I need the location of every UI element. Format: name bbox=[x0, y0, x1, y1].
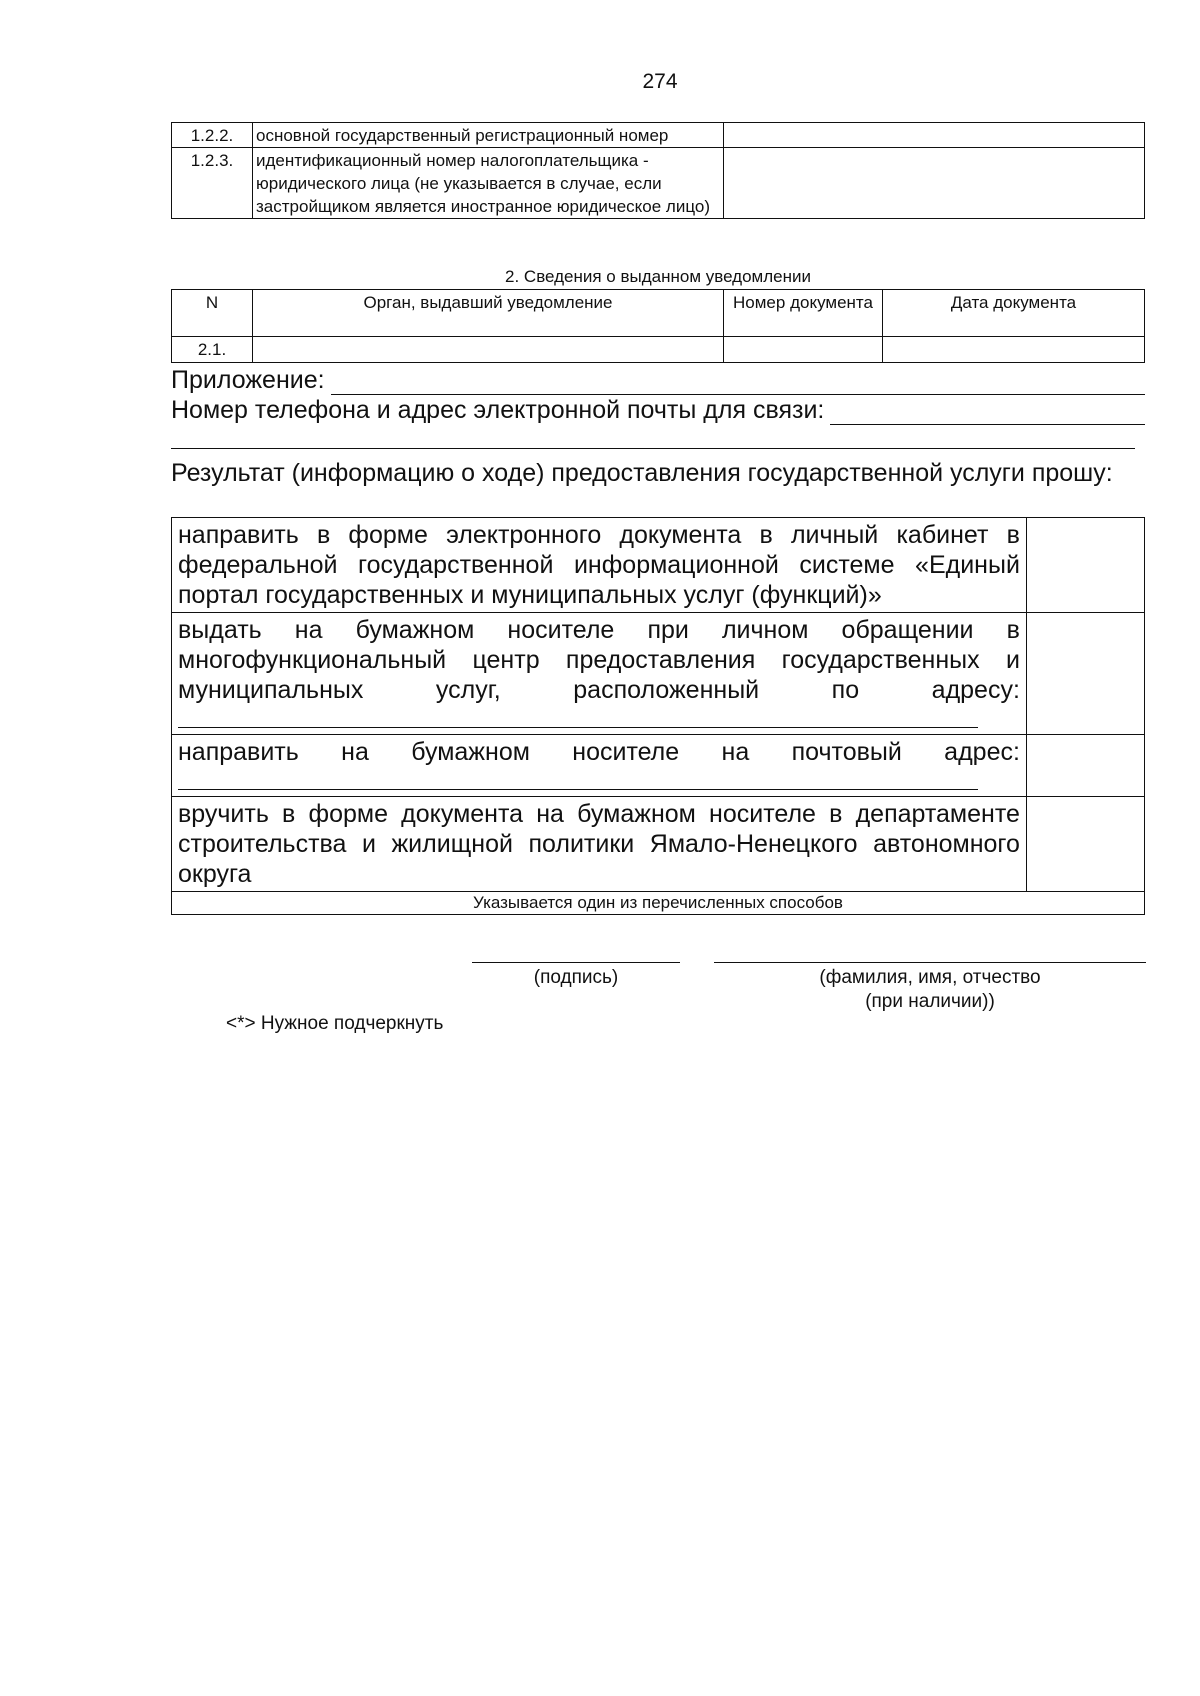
contact-line bbox=[171, 395, 1145, 425]
row-number: 1.2.3. bbox=[172, 148, 253, 219]
option-note: Указывается один из перечисленных способов bbox=[172, 892, 1145, 915]
option-cell bbox=[172, 613, 1027, 735]
option-row bbox=[172, 735, 1145, 797]
column-header: N bbox=[172, 290, 253, 337]
option-cell bbox=[172, 735, 1027, 797]
table-row bbox=[172, 148, 1145, 219]
mfc-address-field[interactable] bbox=[178, 705, 978, 728]
full-name-caption-line1: (фамилия, имя, отчество bbox=[819, 967, 1041, 988]
option-checkbox[interactable] bbox=[1026, 735, 1144, 797]
option-text: вручить в форме документа на бумажном носителе в департаменте строительства и жилищной политики Ямало-Ненецкого автономного округа bbox=[172, 797, 1027, 892]
page-number: 274 bbox=[642, 70, 678, 93]
footnote: <*> Нужное подчеркнуть bbox=[226, 1013, 444, 1034]
result-intro: Результат (информацию о ходе) предоставления государственной услуги прошу: bbox=[171, 459, 1113, 487]
option-note-row bbox=[172, 892, 1145, 915]
option-text: направить на бумажном носителе на почтовый адрес: bbox=[178, 738, 1020, 766]
contact-label: Номер телефона и адрес электронной почты для связи: bbox=[171, 396, 825, 424]
option-checkbox[interactable] bbox=[1026, 613, 1144, 735]
option-row bbox=[172, 518, 1145, 613]
organization-details-table bbox=[171, 122, 1145, 219]
option-row bbox=[172, 797, 1145, 892]
row-description: основной государственный регистрационный номер bbox=[253, 123, 724, 148]
attachment-field[interactable] bbox=[331, 370, 1145, 395]
table-row bbox=[172, 123, 1145, 148]
option-text: выдать на бумажном носителе при личном обращении в многофункциональный центр предоставления государственных и муниципальных услуг, расположенный по адресу: bbox=[178, 616, 1020, 704]
column-header: Номер документа bbox=[724, 290, 883, 337]
row-description: идентификационный номер налогоплательщика - юридического лица (не указывается в случае, если застройщиком является иностранное юридическое лицо) bbox=[253, 148, 724, 219]
table-row bbox=[172, 337, 1145, 363]
table-header-row bbox=[172, 290, 1145, 337]
signature-caption: (подпись) bbox=[533, 967, 619, 988]
full-name-caption-line2: (при наличии)) bbox=[865, 991, 995, 1012]
column-header: Орган, выдавший уведомление bbox=[253, 290, 724, 337]
postal-address-field[interactable] bbox=[178, 767, 978, 790]
full-name-line[interactable] bbox=[714, 962, 1146, 963]
row-number: 2.1. bbox=[172, 337, 253, 363]
option-text: направить в форме электронного документа в личный кабинет в федеральной государственной информационной системе «Единый портал государственных и муниципальных услуг (функций)» bbox=[172, 518, 1027, 613]
doc-date-cell[interactable] bbox=[883, 337, 1145, 363]
signature-line[interactable] bbox=[472, 962, 680, 963]
column-header: Дата документа bbox=[883, 290, 1145, 337]
ogrn-value-cell[interactable] bbox=[724, 123, 1145, 148]
contact-continuation-line[interactable] bbox=[171, 448, 1135, 449]
doc-number-cell[interactable] bbox=[724, 337, 883, 363]
option-checkbox[interactable] bbox=[1026, 797, 1144, 892]
result-options-table bbox=[171, 517, 1145, 915]
attachment-line bbox=[171, 365, 1145, 395]
contact-field[interactable] bbox=[830, 400, 1145, 425]
attachment-label: Приложение: bbox=[171, 366, 325, 394]
issued-notice-table bbox=[171, 289, 1145, 363]
option-checkbox[interactable] bbox=[1026, 518, 1144, 613]
row-number: 1.2.2. bbox=[172, 123, 253, 148]
organ-cell[interactable] bbox=[253, 337, 724, 363]
option-row bbox=[172, 613, 1145, 735]
inn-value-cell[interactable] bbox=[724, 148, 1145, 219]
section-title: 2. Сведения о выданном уведомлении bbox=[505, 267, 811, 286]
